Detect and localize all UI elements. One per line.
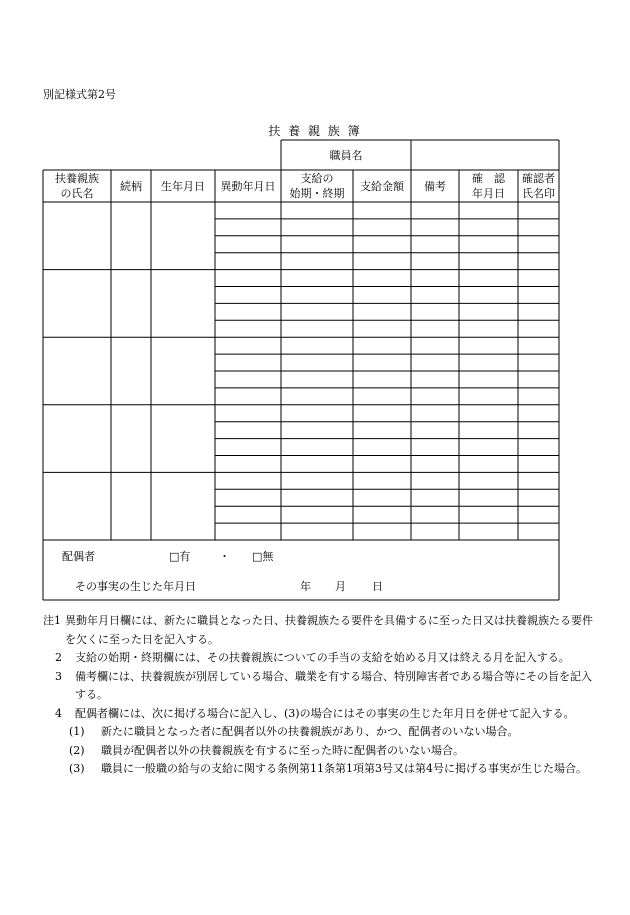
note-3-text: 備考欄には、扶養親族が別居している場合、職業を有する場合、特別障害者である場合等にその旨を記入する。	[75, 669, 592, 701]
staff-name-label-text: 職員名	[329, 148, 363, 162]
col-header-relation-text: 続柄	[120, 179, 142, 193]
spouse-option-no[interactable]: □無	[252, 550, 274, 563]
spouse-separator: ・	[219, 550, 230, 563]
note-4-sub-3-number: (3)	[69, 762, 85, 775]
note-4-sub-2-text: 職員が配偶者以外の扶養親族を有するに至った時に配偶者のいない場合。	[101, 743, 464, 757]
col-header-change-date-text: 異動年月日	[220, 179, 276, 193]
note-4-sub-1-number: (1)	[69, 725, 85, 738]
spouse-date-day: 日	[372, 580, 383, 593]
note-4-sub-3-text: 職員に一般職の給与の支給に関する条例第11条第1項第3号又は第4号に掲げる事実が生じた場合。	[101, 762, 587, 775]
col-header-remarks-text: 備考	[424, 179, 446, 193]
note-1	[43, 612, 593, 649]
note-4	[43, 705, 593, 724]
page-title: 扶 養 親 族 簿	[268, 124, 362, 138]
col-header-change-date	[215, 170, 281, 202]
col-header-confirmer-line1: 確認者	[522, 172, 555, 185]
col-header-name-line2: の氏名	[60, 187, 94, 200]
note-4-sub-2	[43, 742, 593, 761]
note-2-text: 支給の始期・終期欄には、その扶養親族についての手当の支給を始める月又は終える月を記入する。	[75, 651, 570, 664]
col-header-relation	[111, 170, 151, 202]
note-4-number: 4	[55, 706, 62, 720]
col-header-confirmer-line2: 氏名印	[522, 187, 555, 200]
notes-section	[43, 612, 593, 779]
note-4-sub-2-number: (2)	[69, 743, 85, 757]
col-header-payment-period-line1: 支給の	[300, 172, 334, 185]
col-header-confirm-date	[459, 170, 518, 202]
col-header-payment-period-line2: 始期・終期	[289, 187, 345, 200]
note-3	[43, 668, 593, 705]
col-header-name-line1: 扶養親族	[55, 172, 99, 185]
spouse-date-label: その事実の生じた年月日	[75, 580, 196, 593]
note-3-number: 3	[55, 669, 62, 683]
staff-name-label	[281, 140, 411, 170]
staff-name-field[interactable]	[411, 140, 559, 170]
col-header-birthdate	[151, 170, 215, 202]
col-header-amount	[353, 170, 411, 202]
note-4-text: 配偶者欄には、次に掲げる場合に記入し、(3)の場合にはその事実の生じた年月日を併せて記入する。	[75, 706, 575, 720]
col-header-amount-text: 支給金額	[360, 179, 404, 193]
note-1-text: 異動年月日欄には、新たに職員となった日、扶養親族たる要件を具備するに至った日又は扶養親族たる要件を欠くに至った日を記入する。	[65, 614, 593, 646]
note-4-sub-1	[43, 723, 593, 742]
note-4-sub-3	[43, 760, 593, 779]
form-label: 別記様式第2号	[43, 88, 116, 101]
spouse-option-yes[interactable]: □有	[169, 550, 191, 563]
note-1-number: 注1	[43, 614, 61, 627]
spouse-date-year: 年	[300, 580, 311, 593]
col-header-birthdate-text: 生年月日	[161, 179, 205, 193]
spouse-label: 配偶者	[62, 550, 95, 563]
note-4-sub-1-text: 新たに職員となった者に配偶者以外の扶養親族があり、かつ、配偶者のいない場合。	[101, 725, 519, 738]
col-header-confirmer	[518, 170, 559, 202]
col-header-name	[43, 170, 111, 202]
note-2-number: 2	[55, 651, 62, 664]
col-header-remarks	[411, 170, 459, 202]
spouse-date-month: 月	[335, 580, 346, 593]
col-header-payment-period	[281, 170, 353, 202]
note-2	[43, 649, 593, 668]
col-header-confirm-date-line1: 確 認	[472, 172, 505, 185]
col-header-confirm-date-line2: 年月日	[472, 187, 505, 200]
